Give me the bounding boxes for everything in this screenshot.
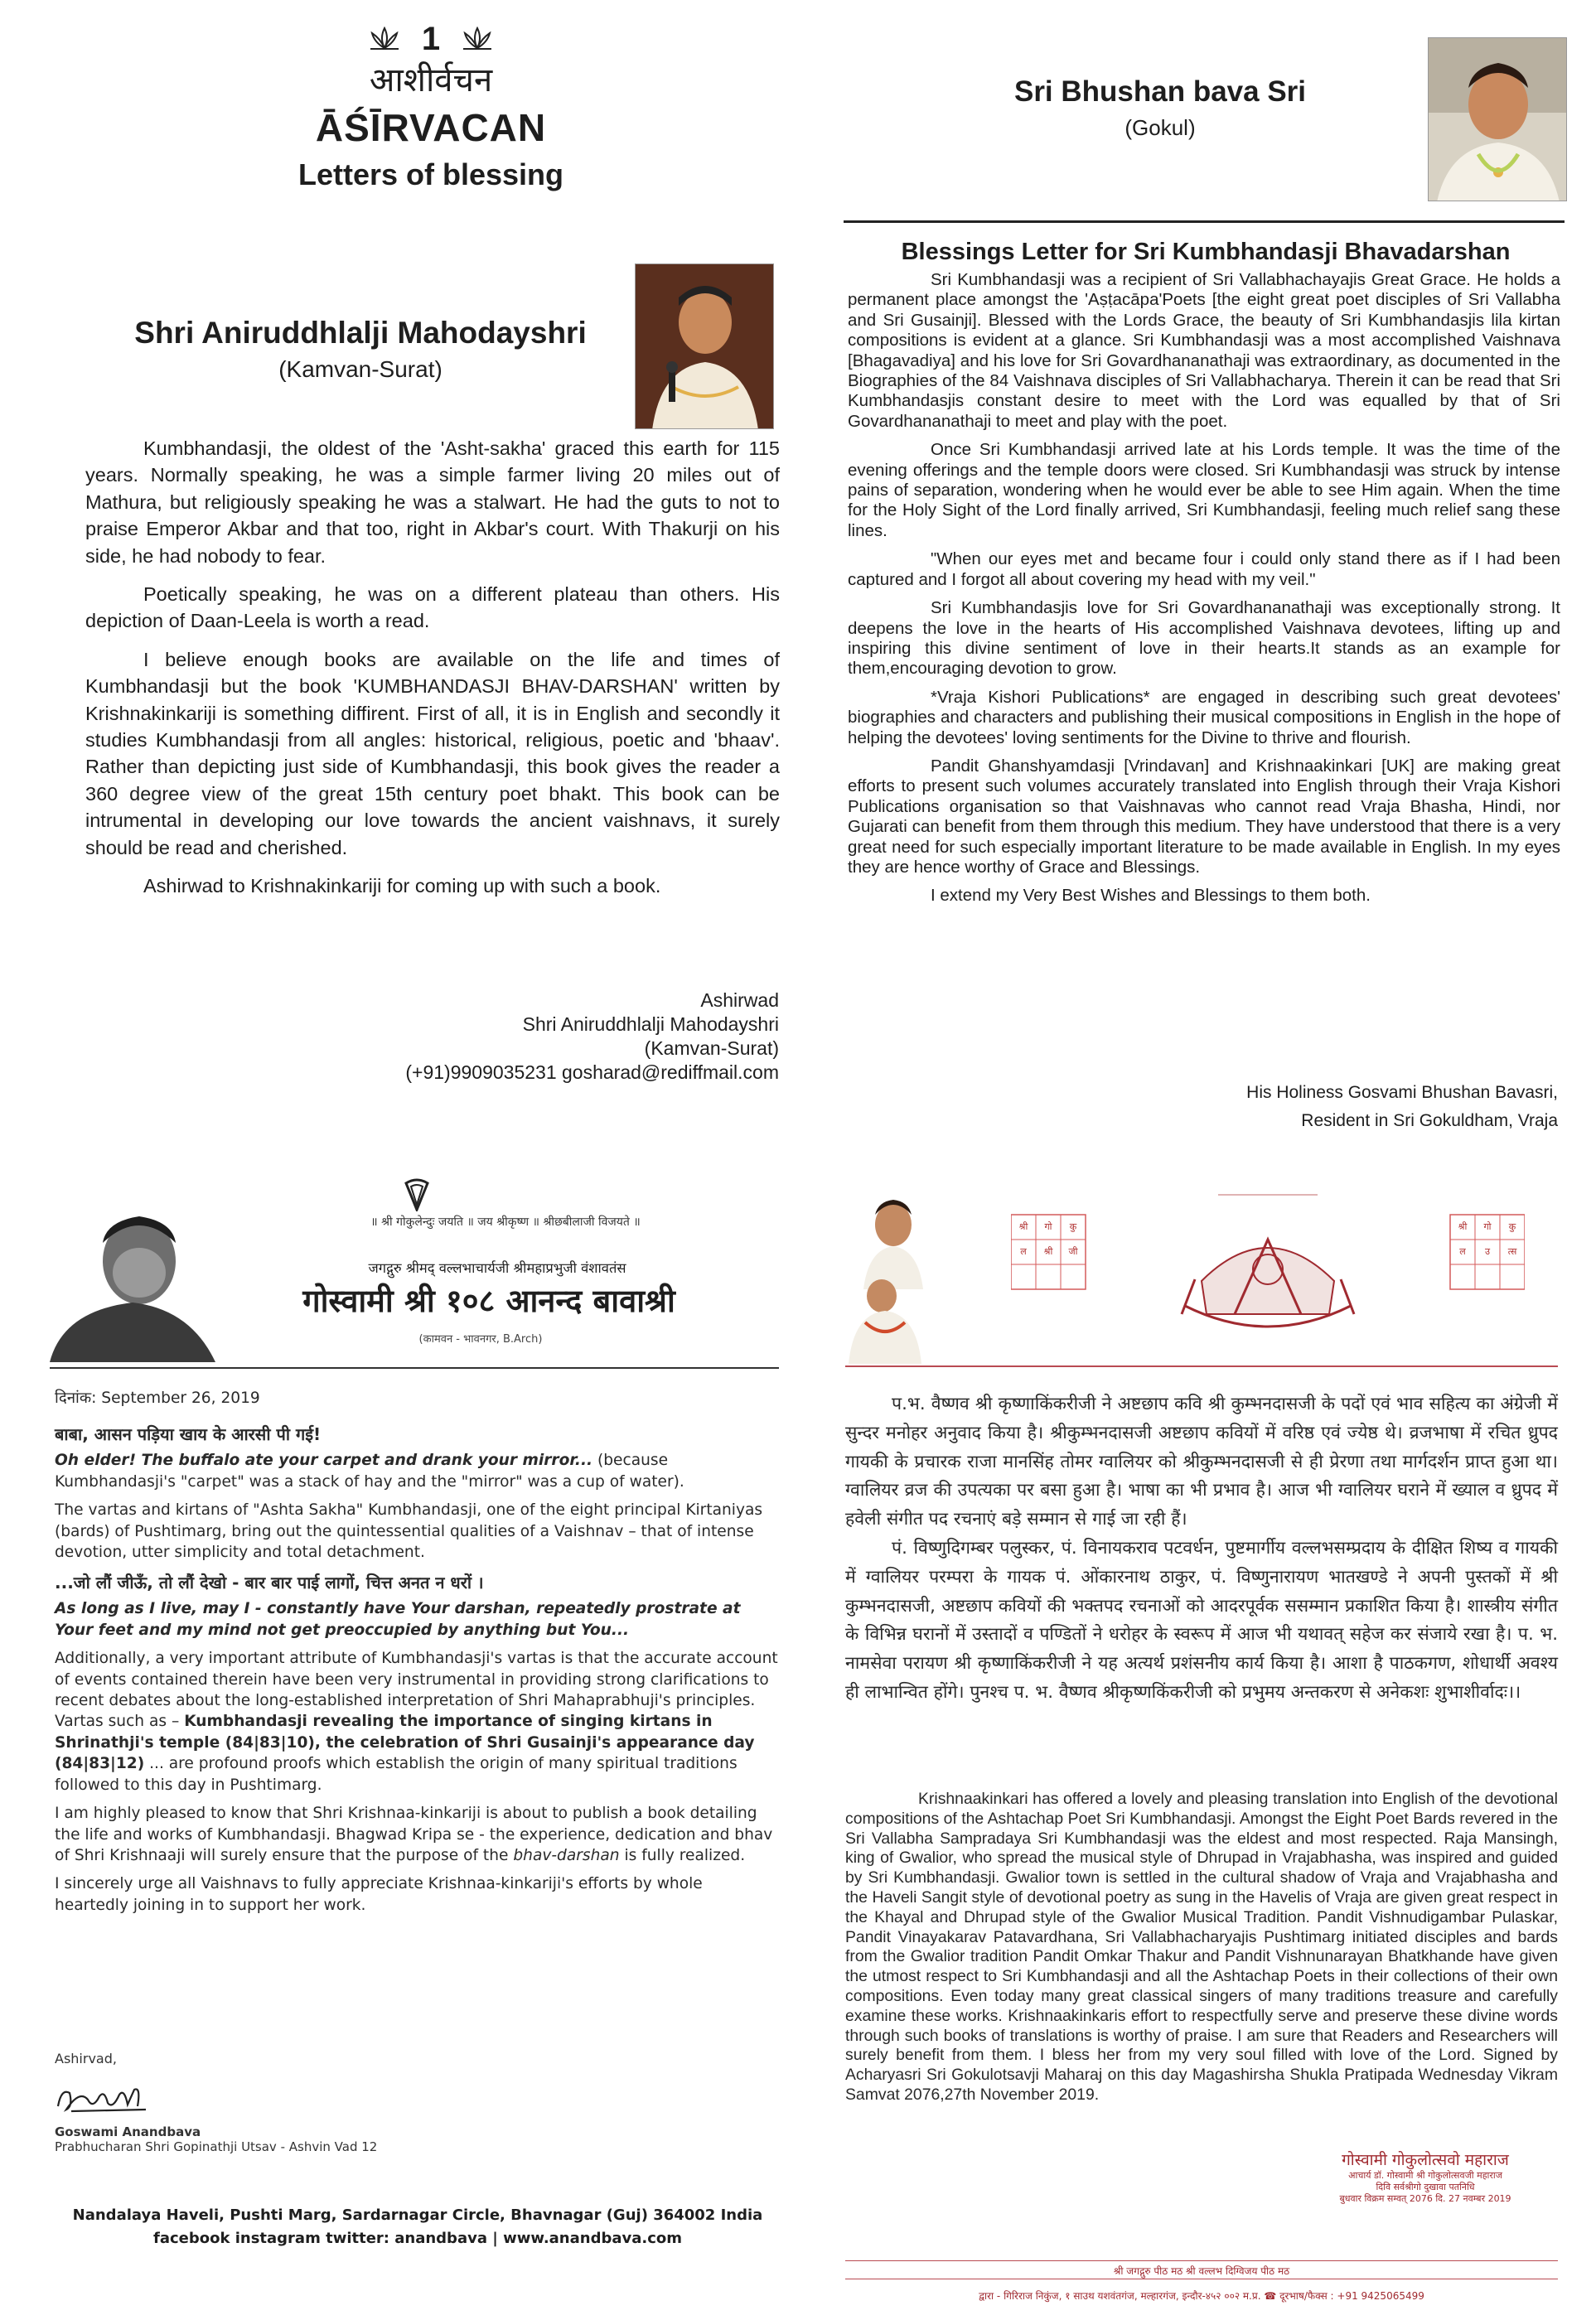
english-paragraph: Krishnaakinkari has offered a lovely and pleasing translation into English of the devotional compositions of the Ashtachap Poet Sri Kumbhandasji. Amongst the Eight Poet Bards revered in the Sri Vallabha Sampradaya Sri Kumbhandasji was the eldest and most respected. Raja Mansingh, king of Gwalior, who spread the musical style of Dhrupad in Vrajabhasha, was inspired and guided by Sri Kumbhandasji. Gwalior town is settled in the cultural shadow of Vraja and Vrajabhasha and the Haveli Sangit style of devotional poetry as sung in the Havelis of Vraja are given great respect in the Khayal and Dhrupad style of the Gwalior Musical Tradition. Pandit Vishnudigambar Pulaskar, Pandit Vinayakarav Patavardhana, Sri Vallabhacharyajis Pushtimarg initiated disciples and bards from the Gwalior tradition Pandit Omkar Thakur and Pandit Vishnunarayan Bhatkhande have given the utmost respect to Sri Kumbhandasji and all the Ashtachap Poets in their collections of their own compositions. Even today many great classical singers of many traditions treasure and carefully examine these works. Krishnaakinkaris effort to respectfully serve and preserve these divine words through such books of translations is worthy of praise. I am sure that Readers and Researchers will surely benefit from them. I bless her from my very soul filled with love of the Lord. Signed by Acharyasri Sri Gokulotsavji Maharaj on this day Magashirsha Shukla Pratipada Wednesday Vikram Samvat 2076,27th November 2019. bbox=[845, 1790, 1558, 2104]
letter-paragraph: I believe enough books are available on the life and times of Kumbhandasji but the book 'KUMBHANDASJI BHAV-DARSHAN' written by Krishnakinkariji is something diffirent. First of all, it is in English and secondly it studies Kumbhandasji from all angles: historical, religious, poetic and 'bhaav'. Rather than depicting just side of Kumbhandasji, this book gives the reader a 360 degree view of the great 15th century poet bhakt. This book can be intrumental in developing our love towards the ancient vaishnavs, it surely should be read and cherished. bbox=[85, 648, 780, 858]
english-quote-1: Oh elder! The buffalo ate your carpet and drank your mirror... bbox=[55, 1452, 593, 1470]
english-quote-2: As long as I live, may I - constantly have Your darshan, repeatedly prostrate at Your feet and my mind not get preoccupied by anything but You... bbox=[55, 1600, 741, 1639]
yantra-cell: जी bbox=[1068, 1246, 1078, 1257]
letter-paragraph bbox=[55, 1648, 781, 1796]
sign-name: Goswami Anandbava bbox=[55, 2124, 201, 2139]
page-number: 1 bbox=[421, 21, 441, 57]
lotus-icon bbox=[460, 27, 495, 51]
letter-paragraph: Pandit Ghanshyamdasji [Vrindavan] and Krishnaakinkari [UK] are making great efforts to present such volumes accurately translated into English through their Vraja Kishori Publications organisation so that Vaishnavas who cannot read Vraja Bhasha, Hindi, nor Gujarati can benefit from them through this medium. They have understood that there is a very great need for such especially important literature to be made available in English. In my eyes they are hence worthy of Grace and Blessings. bbox=[848, 756, 1560, 877]
sign-line: His Holiness Gosvami Bhushan Bavasri, bbox=[1246, 1083, 1558, 1102]
blesser-2-name: Sri Bhushan bava Sri bbox=[1013, 75, 1307, 108]
letter-paragraph: The vartas and kirtans of "Ashta Sakha" Kumbhandasji, one of the eight principal Kirtaniyas (bards) of Pushtimarg, bring out the quintessential qualities of a Vaishnav – that of intense devotion, utter simplicity and total detachment. bbox=[55, 1501, 763, 1562]
seal-line: आचार्य डॉ. गोस्वामी श्री गोकुलोत्सवजी महाराज bbox=[1348, 2170, 1502, 2181]
yantra-cell: गो bbox=[1044, 1221, 1052, 1232]
sign-detail: Prabhucharan Shri Gopinathji Utsav - Ashvin Vad 12 bbox=[55, 2139, 378, 2154]
blesser-4-hindi-letter bbox=[845, 1390, 1558, 1708]
blesser-2-signature bbox=[1061, 1079, 1558, 1135]
blesser-1-signature bbox=[348, 988, 779, 1085]
letter-paragraph: I extend my Very Best Wishes and Blessings to them both. bbox=[931, 886, 1371, 906]
blesser-3-letter bbox=[55, 1388, 781, 1923]
blesser-2-heading bbox=[953, 73, 1367, 144]
blesser-1-heading bbox=[108, 313, 613, 386]
yantra-cell: ल bbox=[1459, 1246, 1466, 1257]
hindi-paragraph: पं. विष्णुदिगम्बर पलुस्कर, पं. विनायकराव पटवर्धन, पुष्टमार्गीय वल्लभसम्प्रदाय के दीक्षित शिष्य व गायकी में ग्वालियर परम्परा के गायक पं. ओंकारनाथ ठाकुर, पं. विष्णुनारायण भातखण्डे ने अपनी पुस्तकों में श्री कुम्भनदासजी, अष्टछाप कवियों की भक्तपद रचनाओं को आदरपूर्वक ससम्मान प्रकाशित किया है। शास्त्रीय संगीत के विभिन्न घरानों में उस्तादों व पण्डितों ने धरोहर के स्वरूप में आज भी यथावत् सहेज कर संजाये रखा है। प. भ. नामसेवा परायण श्री कृष्णाकिंकरीजी ने यह अत्यर्थ प्रशंसनीय कार्य किया है। आशा है पाठकगण, शोधार्थी अवश्य ही लाभान्वित होंगे। पुनश्च प. भ. वैष्णव श्रीकृष्णकिंकरीजी को प्रभुमय अन्तकरण से अनेकशः शुभाशीर्वादः।। bbox=[845, 1537, 1558, 1703]
letter-paragraph: Sri Kumbhandasjis love for Sri Govardhananathaji was exceptionally strong. It deepens the love in the hearts of His accomplished Vaishnava devotees, lifting up and inspiring this divine sentiment of love in their hearts.It stands as an example for them,encouraging devotion to grow. bbox=[848, 598, 1560, 679]
acharya-letterhead-footer bbox=[845, 2260, 1558, 2310]
acharya-emblem-header bbox=[1011, 1190, 1525, 1347]
letterhead-rule bbox=[50, 1367, 779, 1369]
acharya-seal bbox=[1276, 2150, 1574, 2205]
footer-rule bbox=[845, 2260, 1558, 2261]
paragraph-text: I am highly pleased to know that Shri Krishnaa-kinkariji is about to publish a book detailing the life and works of Kumbhandasji. Bhagwad Kripa se - the experience, dedication and bhav of Shri Krishnaaji will surely ensure that the purpose of the bbox=[55, 1805, 773, 1864]
letterhead-footer bbox=[55, 2204, 781, 2250]
paragraph-text: ... are profound proofs which establish the origin of many spiritual traditions followed to this day in Pushtimarg. bbox=[55, 1755, 738, 1794]
header-rule bbox=[844, 220, 1565, 223]
yantra-cell: ल bbox=[1020, 1246, 1027, 1257]
letter-paragraph bbox=[55, 1450, 781, 1492]
paragraph-bold-text: Kumbhandasji revealing the importance of singing kirtans in Shrinathji's temple (84|83|10), the celebration of Shri Gusainji's appearance day (84|83|12) bbox=[55, 1713, 755, 1773]
subtitle: Letters of blessing bbox=[297, 157, 564, 191]
blesser-2-place: (Gokul) bbox=[1124, 115, 1196, 140]
yantra-cell: त्स bbox=[1507, 1246, 1517, 1257]
footer-address: Nandalaya Haveli, Pushti Marg, Sardarnagar Circle, Bhavnagar (Guj) 364002 India bbox=[72, 2206, 763, 2224]
handwritten-signature bbox=[55, 2081, 154, 2118]
blesser-1-name: Shri Aniruddhlalji Mahodayshri bbox=[134, 316, 587, 350]
yantra-grid-left bbox=[1011, 1215, 1086, 1289]
sign-name: Shri Aniruddhlalji Mahodayshri bbox=[522, 1013, 779, 1035]
letter-paragraph bbox=[55, 1803, 781, 1866]
goswami-name: गोस्वामी श्री १०८ आनन्द बावाश्री bbox=[302, 1283, 675, 1319]
footer-social: facebook instagram twitter: anandbava | www.anandbava.com bbox=[153, 2230, 682, 2247]
blesser-2-photo bbox=[1428, 37, 1567, 201]
sign-contact: (+91)9909035231 gosharad@rediffmail.com bbox=[405, 1061, 779, 1083]
letter-paragraph: I sincerely urge all Vaishnavs to fully appreciate Krishnaa-kinkariji's efforts by whole heartedly joining in to support her work. bbox=[55, 1875, 703, 1914]
title-hindi: आशीर्वचन bbox=[369, 61, 493, 99]
goswami-location: (कामवन - भावनगर, B.Arch) bbox=[418, 1333, 543, 1346]
seal-title: गोस्वामी गोकुलोत्सवो महाराज bbox=[1342, 2151, 1509, 2169]
yantra-cell: कु bbox=[1069, 1221, 1077, 1232]
quote-1-explanation: (because Kumbhandasji's "carpet" was a stack of hay and the "mirror" was a cup of water). bbox=[55, 1452, 684, 1491]
sign-line: Resident in Sri Gokuldham, Vraja bbox=[1301, 1111, 1558, 1130]
paragraph-text: is fully realized. bbox=[619, 1846, 746, 1864]
yantra-cell: गो bbox=[1483, 1221, 1492, 1232]
letter-date: दिनांक: September 26, 2019 bbox=[55, 1390, 260, 1407]
blesser-2-letter bbox=[848, 270, 1560, 915]
seal-line: बुधवार विक्रम सम्वत् 2076 दि. 27 नवम्बर 2019 bbox=[1339, 2193, 1511, 2204]
blesser-4-photo bbox=[835, 1190, 943, 1364]
emblem-graphic bbox=[1011, 1190, 1525, 1347]
sign-off: Ashirvad, bbox=[55, 2051, 117, 2066]
portrait-image bbox=[50, 1203, 215, 1362]
footer-peeth: श्री जगद्गुरु पीठ मठ श्री वल्लभ दिग्विजय पीठ मठ bbox=[1113, 2265, 1290, 2277]
letter-paragraph: *Vraja Kishori Publications* are engaged in describing such great devotees' biographies and characters and publishing their musical compositions in English in the hope of helping the devotees' loving sentiments for the Divine to thrive and flourish. bbox=[848, 687, 1560, 747]
blesser-1-letter bbox=[85, 435, 780, 911]
sign-place: (Kamvan-Surat) bbox=[644, 1037, 779, 1059]
letter-paragraph: "When our eyes met and became four i could only stand there as if I had been captured and I forgot all about covering my head with my veil." bbox=[848, 549, 1560, 589]
blesser-3-photo bbox=[50, 1203, 215, 1362]
sampradaya-emblem-icon bbox=[403, 1178, 431, 1211]
portrait-image bbox=[636, 264, 774, 429]
letter-paragraph: Once Sri Kumbhandasji arrived late at his Lords temple. It was the time of the evening offerings and the temple doors were closed. Sri Kumbhandasji was struck by intense pains of separation, wondering when he would ever be able to see Him again. When the time for the Holy Sight of the Lord finally arrived, Sri Kumbhandasji, feeling much relief sang these lines. bbox=[848, 440, 1560, 540]
lineage-line: जगद्गुरु श्रीमद् वल्लभाचार्यजी श्रीमहाप्रभुजी वंशावतंस bbox=[368, 1260, 626, 1276]
yantra-cell: श्री bbox=[1458, 1221, 1468, 1232]
paragraph-italic-text: bhav-darshan bbox=[513, 1846, 620, 1864]
portrait-image bbox=[835, 1190, 943, 1364]
blesser-1-place: (Kamvan-Surat) bbox=[278, 356, 443, 382]
paragraph-text: Additionally, a very important attribute of Kumbhandasji's vartas is that the accurate account of events contained therein have been very instrumental in providing strong clarifications to recent debates about the long-established interpretation of Shri Mahaprabhuji's principles. Vartas such as – bbox=[55, 1650, 778, 1731]
blesser-3-signature bbox=[55, 2051, 552, 2154]
sign-off: Ashirwad bbox=[700, 989, 779, 1011]
blesser-4-english-letter bbox=[845, 1790, 1558, 2105]
hindi-quote-1: बाबा, आसन पड़िया खाय के आरसी पी गई! bbox=[55, 1424, 322, 1445]
hindi-quote-2: ...जो लौं जीऊँ, तो लौं देखो - बार बार पाई लागों, चित्त अनत न धरों । bbox=[55, 1573, 484, 1593]
yantra-cell: श्री bbox=[1043, 1246, 1053, 1257]
seal-line: दिवि सर्वश्रीगो दुखावा पतनिधि bbox=[1376, 2182, 1475, 2192]
letter-paragraph: Sri Kumbhandasji was a recipient of Sri Vallabhachayajis Great Grace. He holds a permanent place amongst the 'Aṣṭacāpa'Poets [the eight great poet disciples of Sri Vallabha and Sri Gusainji]. Blessed with the Lords Grace, the beauty of Sri Kumbhandasjis lila kirtan compositions is evident at a glance. Sri Kumbhandasji was a most accomplished Vaishnava [Bhagavadiya] and his love for Sri Govardhananathaji was extraordinary, as documented in the Biographies of the 84 Vaishnava disciples of Sri Vallabhacharya. Therein it can be read that Sri Kumbhandasjis constant desire to meet with the Lord was equalled by that of Sri Govardhananathaji to meet and play with the poet. bbox=[848, 270, 1560, 431]
mantra-line: ॥ श्री गोकुलेन्दुः जयति ॥ जय श्रीकृष्ण ॥ श्रीछबीलाजी विजयते ॥ bbox=[370, 1216, 641, 1229]
blesser-1-photo bbox=[635, 263, 774, 429]
page-number-row bbox=[191, 21, 671, 57]
letter-paragraph: Ashirwad to Krishnakinkariji for coming up with such a book. bbox=[143, 875, 661, 897]
yantra-cell: श्री bbox=[1018, 1221, 1028, 1232]
blesser-2-letter-title: Blessings Letter for Sri Kumbhandasji Bhavadarshan bbox=[901, 239, 1511, 265]
yantra-cell: उ bbox=[1484, 1246, 1491, 1257]
letter-paragraph: Poetically speaking, he was on a different plateau than others. His depiction of Daan-Leela is worth a read. bbox=[85, 583, 780, 632]
letterhead-divider bbox=[845, 1365, 1558, 1367]
letter-paragraph: Kumbhandasji, the oldest of the 'Asht-sakha' graced this earth for 115 years. Normally speaking, he was a simple farmer living 20 miles out of Mathura, but religiously speaking he was a stalwart. He had the guts to not to praise Emperor Akbar and that too, right in Akbar's court. With Thakurji on his side, he had nobody to fear. bbox=[85, 437, 780, 567]
portrait-image bbox=[1429, 38, 1567, 201]
top-left-heading bbox=[191, 21, 671, 195]
title-roman: ĀŚĪRVACAN bbox=[315, 106, 547, 149]
yantra-grid-right bbox=[1450, 1215, 1525, 1289]
hindi-paragraph: प.भ. वैष्णव श्री कृष्णाकिंकरीजी ने अष्टछाप कवि श्री कुम्भनदासजी के पदों एवं भाव सहित्य का अंग्रेजी में सुन्दर मनोहर अनुवाद किया है। श्रीकुम्भनदासजी अष्टछाप कवियों में वरिष्ठ एवं ज्येष्ठ थे। व्रजभाषा में रचित ध्रुपद गायकी के प्रचारक राजा मानसिंह तोमर ग्वालियर को श्रीकुम्भनदासजी से ही प्रेरणा तथा मार्गदर्शन प्राप्त हुआ था। ग्वालियर व्रज की उपत्यका पर बसा हुआ है। भाषा का भी प्रभाव है। आज भी ग्वालियर घराने में ख्याल व ध्रुपद में हवेली संगीत पद रचनाएं बड़े सम्मान से गाई जा रही हैं। bbox=[845, 1394, 1558, 1530]
yantra-cell: कु bbox=[1508, 1221, 1516, 1232]
footer-address: द्वारा - गिरिराज निकुंज, १ साउथ यशवंतगंज, मल्हारगंज, इन्दौर-४५२ ००२ म.प्र. ☎ दूरभाष/फैक्स : +91 9425065499 bbox=[979, 2290, 1424, 2302]
lotus-icon bbox=[367, 27, 402, 51]
